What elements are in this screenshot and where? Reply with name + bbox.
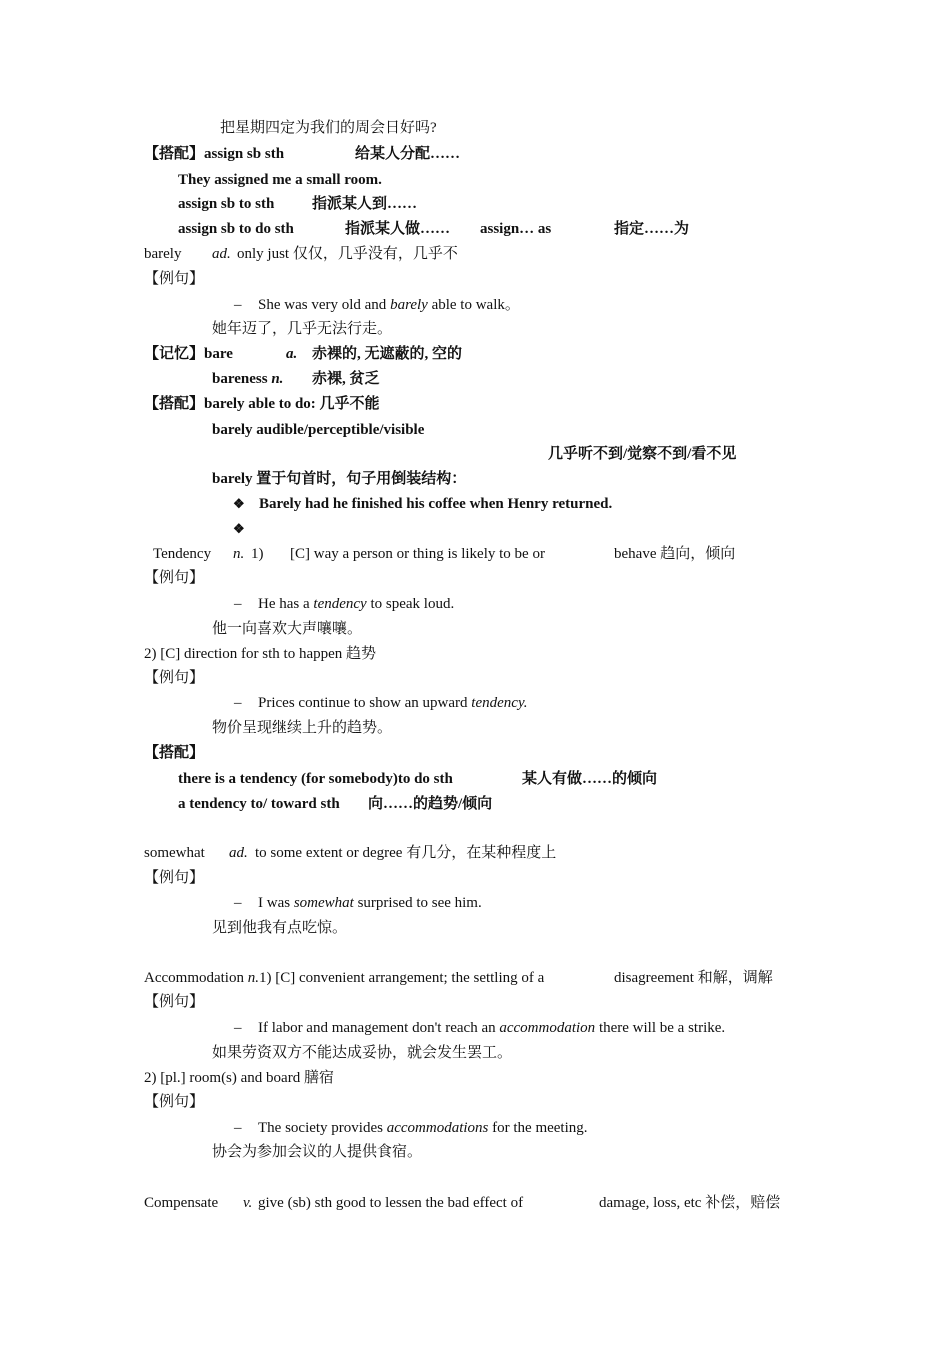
example-translation [212, 1043, 512, 1063]
text: ad. [229, 845, 248, 861]
definition [599, 1193, 780, 1213]
text: give (sb) sth good to lessen the bad effect of [258, 1195, 524, 1211]
definition [258, 1193, 523, 1213]
text: 【例句】 [144, 670, 205, 686]
sense-definition [144, 644, 376, 664]
text: 【例句】 [144, 1094, 205, 1110]
headword: somewhat [144, 845, 205, 861]
part-of-speech [233, 544, 244, 564]
text: bareness [212, 371, 272, 387]
example-sentence [234, 1018, 725, 1038]
text: accommodations [386, 1120, 489, 1136]
collocation-line [212, 420, 424, 440]
text: assign sb to do sth [178, 221, 294, 237]
dash-icon: – [234, 1020, 242, 1036]
memory-meaning [312, 344, 462, 364]
collocation-meaning [312, 194, 417, 214]
sense-number [251, 544, 264, 564]
example-sentence [234, 893, 482, 913]
text: 赤裸的, 无遮蔽的, 空的 [312, 346, 463, 362]
text: ad. [212, 246, 231, 262]
text: 【搭配】barely able to do: 几乎不能 [144, 396, 380, 412]
collocation-line [144, 144, 284, 164]
bullet-icon: ❖ [233, 496, 245, 511]
collocation-line [178, 219, 294, 239]
collocation-meaning [368, 794, 492, 814]
text: Barely had he finished his coffee when Henry returned. [259, 496, 613, 512]
headword: barely [144, 246, 182, 262]
definition [255, 843, 556, 863]
text: 她年迈了，几乎无法行走。 [212, 321, 393, 337]
text: 2) [pl.] room(s) and board 膳宿 [144, 1070, 334, 1086]
text: there is a tendency (for somebody)to do sth [178, 771, 453, 787]
text: to some extent or degree 有几分，在某种程度上 [255, 845, 557, 861]
part-of-speech: n. [247, 970, 259, 986]
collocation-line [178, 769, 453, 789]
example-label [144, 868, 204, 888]
text: behave 趋向，倾向 [614, 546, 736, 562]
text: 某人有做……的倾向 [522, 771, 658, 787]
example-sentence [234, 295, 520, 315]
definition [614, 968, 773, 988]
text: He has a [258, 596, 314, 612]
example-translation [212, 619, 362, 639]
text: The society provides [258, 1120, 387, 1136]
example-label [144, 1092, 204, 1112]
text: 【例句】 [144, 570, 205, 586]
example-sentence [234, 594, 454, 614]
example-label [144, 992, 204, 1012]
text: tendency [313, 596, 367, 612]
entry-headword [144, 968, 544, 988]
dash-icon: – [234, 596, 242, 612]
definition [237, 244, 458, 264]
text: assign sb to sth [178, 196, 275, 212]
text: only just 仅仅，几乎没有，几乎不 [237, 246, 458, 262]
part-of-speech [286, 344, 297, 364]
text: barely audible/perceptible/visible [212, 422, 425, 438]
text: [C] way a person or thing is likely to be or [290, 546, 545, 562]
text: for the meeting. [488, 1120, 588, 1136]
text: They assigned me a small room. [178, 172, 382, 188]
text: 物价呈现继续上升的趋势。 [212, 720, 393, 736]
example-translation-line [220, 118, 437, 138]
example-translation [212, 718, 392, 738]
text: 把星期四定为我们的周会日好吗? [220, 120, 437, 136]
dash-icon: – [234, 297, 242, 313]
example-translation [212, 1142, 422, 1162]
text: 见到他我有点吃惊。 [212, 920, 348, 936]
text: If labor and management don't reach an [258, 1020, 500, 1036]
sense-definition [144, 1068, 334, 1088]
headword: Tendency [153, 546, 212, 562]
text: 他一向喜欢大声嚷嚷。 [212, 621, 363, 637]
part-of-speech [212, 244, 231, 264]
text: 1) [251, 546, 264, 562]
text: n. [233, 546, 245, 562]
text: 向……的趋势/倾向 [368, 796, 493, 812]
collocation-example [178, 170, 382, 190]
grammar-note [212, 469, 466, 489]
text: a. [286, 346, 298, 362]
part-of-speech [229, 843, 248, 863]
text: 【例句】 [144, 870, 205, 886]
text: to speak loud. [366, 596, 455, 612]
example-label [144, 568, 204, 588]
text: 【例句】 [144, 994, 205, 1010]
collocation-label [144, 743, 204, 763]
text: a tendency to/ toward sth [178, 796, 340, 812]
text: 协会为参加会议的人提供食宿。 [212, 1144, 423, 1160]
text: 【例句】 [144, 271, 205, 287]
headword: Compensate [144, 1195, 219, 1211]
entry-headword [153, 544, 211, 564]
example-sentence [234, 693, 528, 713]
memory-meaning [312, 369, 380, 389]
example-label [144, 668, 204, 688]
text: accommodation [499, 1020, 596, 1036]
text: 几乎听不到/觉察不到/看不见 [548, 446, 737, 462]
text: tendency. [471, 695, 528, 711]
memory-line [212, 369, 283, 389]
text: 给某人分配…… [355, 146, 461, 162]
part-of-speech [243, 1193, 252, 1213]
collocation-meaning [614, 219, 689, 239]
text: 2) [C] direction for sth to happen 趋势 [144, 646, 377, 662]
text: somewhat [293, 895, 354, 911]
definition [290, 544, 545, 564]
text: 【记忆】bare [144, 346, 233, 362]
text: n. [271, 371, 284, 387]
text: She was very old and [258, 297, 391, 313]
collocation-meaning [522, 769, 657, 789]
text: 如果劳资双方不能达成妥协，就会发生罢工。 [212, 1045, 513, 1061]
collocation-meaning [345, 219, 450, 239]
entry-headword [144, 244, 181, 264]
text: Prices continue to show an upward [258, 695, 472, 711]
text: damage, loss, etc 补偿，赔偿 [599, 1195, 781, 1211]
text: 【搭配】assign sb sth [144, 146, 285, 162]
example-translation [212, 319, 392, 339]
memory-line [144, 344, 233, 364]
text: v. [243, 1195, 253, 1211]
text: there will be a strike. [595, 1020, 726, 1036]
collocation-meaning [355, 144, 460, 164]
text: 指定……为 [614, 221, 690, 237]
entry-headword [144, 1193, 218, 1213]
definition [614, 544, 735, 564]
bullet-empty [233, 519, 259, 539]
text: 赤裸, 贫乏 [312, 371, 380, 387]
collocation-line [178, 794, 340, 814]
dash-icon: – [234, 895, 242, 911]
definition: 1) [C] convenient arrangement; the settling of a [258, 970, 545, 986]
text: I was [258, 895, 294, 911]
text: barely 置于句首时，句子用倒装结构： [212, 471, 467, 487]
dash-icon: – [234, 1120, 242, 1136]
bullet-icon: ❖ [233, 521, 245, 536]
headword: Accommodation [144, 970, 248, 986]
text: disagreement 和解，调解 [614, 970, 773, 986]
collocation-line [480, 219, 551, 239]
text: assign… as [480, 221, 552, 237]
bullet-example [233, 494, 612, 514]
collocation-meaning [548, 444, 736, 464]
example-translation [212, 918, 347, 938]
text: surprised to see him. [353, 895, 482, 911]
text: able to walk。 [427, 297, 520, 313]
text: 指派某人到…… [312, 196, 418, 212]
collocation-line [144, 394, 380, 414]
entry-headword [144, 843, 205, 863]
text: 指派某人做…… [345, 221, 451, 237]
example-label [144, 269, 204, 289]
collocation-line [178, 194, 274, 214]
text: barely [390, 297, 428, 313]
text: 【搭配】 [144, 745, 205, 761]
example-sentence [234, 1118, 588, 1138]
dash-icon: – [234, 695, 242, 711]
